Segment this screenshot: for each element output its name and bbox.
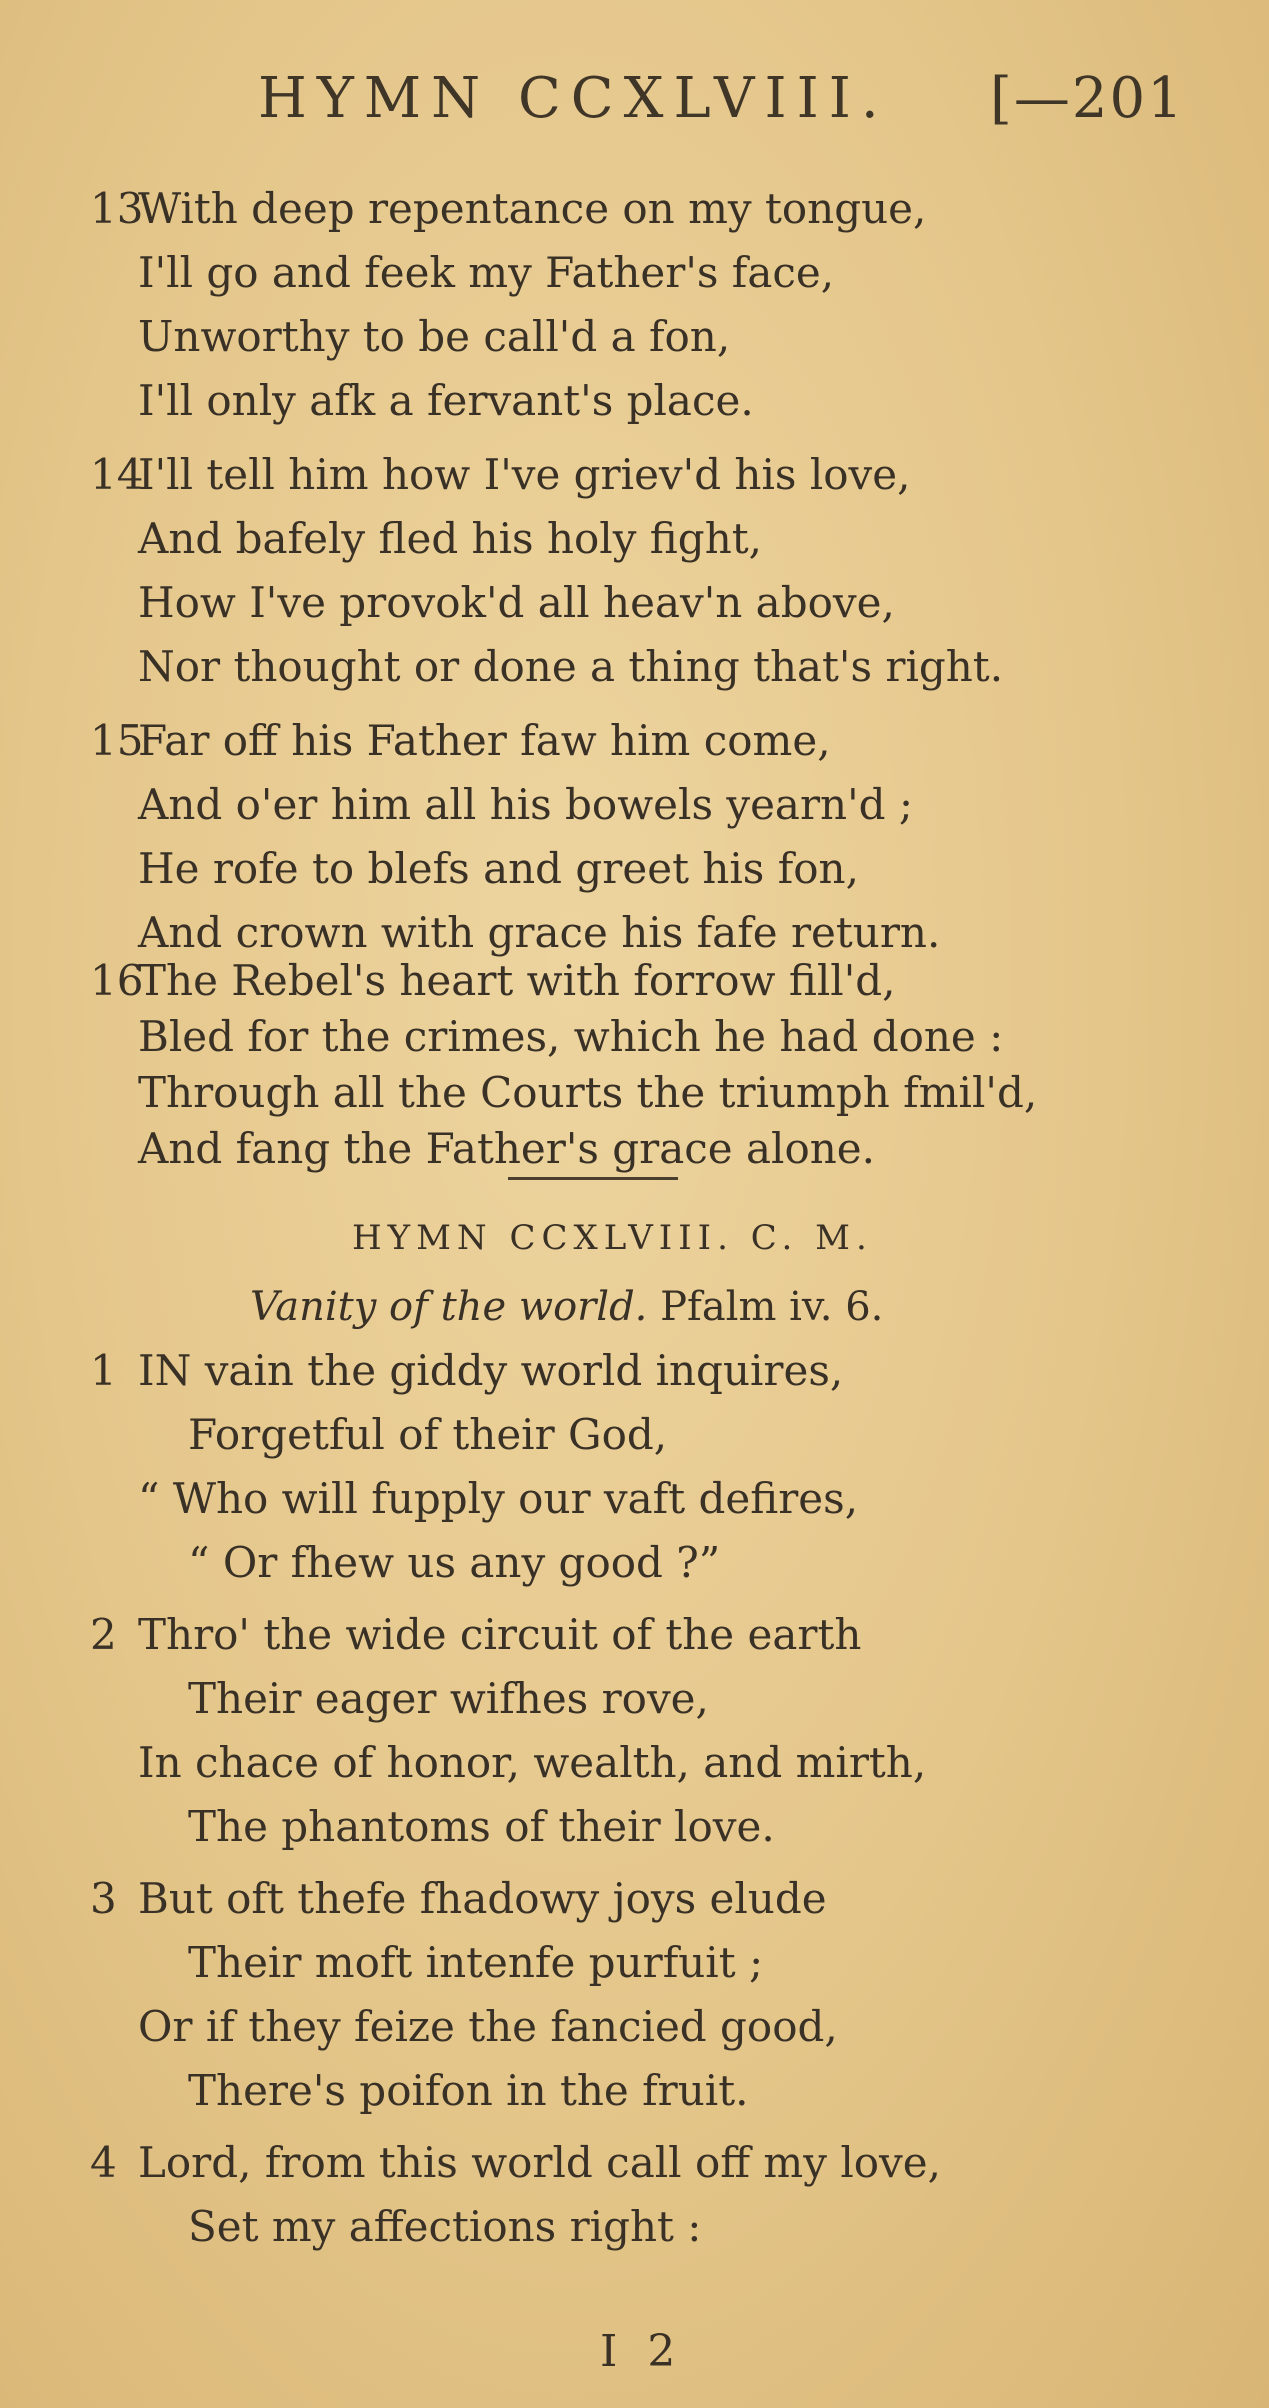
running-title: HYMN CCXLVIII. (258, 66, 889, 131)
hymn-heading: HYMN CCXLVIII. C. M. (352, 1218, 873, 1258)
verse-number: 13 (90, 184, 144, 233)
verse-line (90, 184, 927, 233)
verse-line (90, 1474, 859, 1523)
verse-text: Lord, from this world call off my love, (138, 2138, 941, 2187)
verse-text: “ Or fhew us any good ?” (188, 1538, 721, 1587)
verse-line (90, 376, 754, 425)
verse-line (90, 1738, 927, 1787)
verse-line (90, 514, 762, 563)
verse-number: 14 (90, 450, 144, 499)
verse-line (90, 780, 914, 829)
verse-text: Through all the Courts the triumph fmil'd, (138, 1068, 1038, 1117)
verse-text: Or if they feize the fancied good, (138, 2002, 838, 2051)
verse-line (90, 908, 941, 957)
verse-line (90, 2138, 941, 2187)
verse-line (90, 312, 731, 361)
verse-text: In chace of honor, wealth, and mirth, (138, 1738, 927, 1787)
verse-number: 1 (90, 1346, 117, 1395)
verse-number: 4 (90, 2138, 117, 2187)
verse-line (90, 844, 859, 893)
verse-line (90, 1538, 721, 1587)
verse-text: I'll only afk a fervant's place. (138, 376, 754, 425)
verse-line (90, 2002, 838, 2051)
verse-number: 3 (90, 1874, 117, 1923)
verse-number: 16 (90, 956, 144, 1005)
verse-text: Set my affections right : (188, 2202, 702, 2251)
verse-line (90, 2066, 749, 2115)
verse-text: The phantoms of their love. (188, 1802, 775, 1851)
verse-text: The Rebel's heart with forrow fill'd, (138, 956, 896, 1005)
signature-mark: I 2 (600, 2326, 684, 2377)
verse-line (90, 1938, 764, 1987)
verse-line (90, 956, 896, 1005)
verse-line (90, 716, 831, 765)
verse-text: Bled for the crimes, which he had done : (138, 1012, 1004, 1061)
verse-text: And o'er him all his bowels yearn'd ; (138, 780, 914, 829)
verse-text: How I've provok'd all heav'n above, (138, 578, 895, 627)
verse-line (90, 1012, 1004, 1061)
verse-line (90, 578, 895, 627)
verse-text: “ Who will fupply our vaft defires, (138, 1474, 859, 1523)
verse-number: 2 (90, 1610, 117, 1659)
verse-line (90, 2202, 702, 2251)
verse-line (90, 1674, 709, 1723)
subtitle-text: Vanity of the world. (250, 1284, 648, 1330)
verse-text: Unworthy to be call'd a fon, (138, 312, 731, 361)
verse-line (90, 1124, 876, 1173)
verse-line (90, 1802, 775, 1851)
scripture-reference: Pfalm iv. 6. (660, 1284, 884, 1330)
verse-line (90, 1068, 1038, 1117)
page-number: [—201 (990, 66, 1185, 131)
verse-text: Nor thought or done a thing that's right. (138, 642, 1004, 691)
verse-text: But oft thefe fhadowy joys elude (138, 1874, 827, 1923)
verse-text: He rofe to blefs and greet his fon, (138, 844, 859, 893)
verse-line (90, 642, 1004, 691)
verse-text: Their eager wifhes rove, (188, 1674, 709, 1723)
verse-text: Forgetful of their God, (188, 1410, 668, 1459)
verse-line (90, 248, 835, 297)
section-divider (508, 1177, 678, 1180)
verse-line (90, 1610, 862, 1659)
running-header (0, 58, 1269, 138)
verse-line (90, 450, 911, 499)
verse-text: I'll tell him how I've griev'd his love, (138, 450, 911, 499)
verse-text: Their moft intenfe purfuit ; (188, 1938, 764, 1987)
verse-text: IN vain the giddy world inquires, (138, 1346, 844, 1395)
verse-line (90, 1346, 844, 1395)
verse-text: Thro' the wide circuit of the earth (138, 1610, 862, 1659)
verse-number: 15 (90, 716, 144, 765)
verse-line (90, 1874, 827, 1923)
verse-line (90, 1410, 668, 1459)
verse-text: There's poifon in the fruit. (188, 2066, 749, 2115)
verse-text: I'll go and feek my Father's face, (138, 248, 835, 297)
verse-text: And fang the Father's grace alone. (138, 1124, 876, 1173)
hymn-subtitle (250, 1284, 883, 1330)
verse-text: Far off his Father faw him come, (138, 716, 831, 765)
verse-text: And bafely fled his holy fight, (138, 514, 762, 563)
verse-text: With deep repentance on my tongue, (138, 184, 927, 233)
verse-text: And crown with grace his fafe return. (138, 908, 941, 957)
